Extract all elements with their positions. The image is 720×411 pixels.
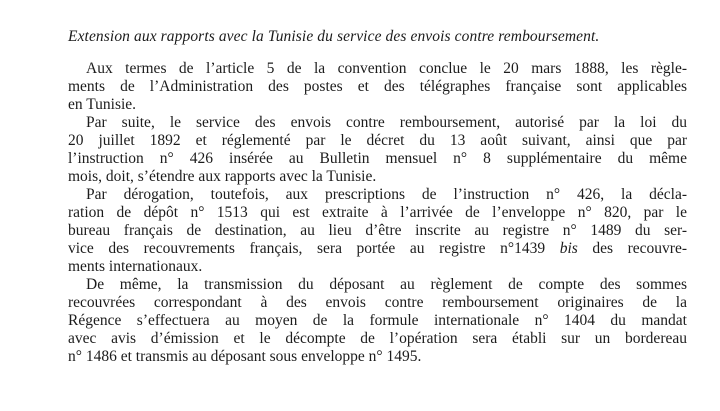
paragraph-4-line-3: Régence s’effectuera au moyen de la formule internationale n° 1404 du mandat: [68, 312, 687, 329]
paragraph-2-line-2: 20 juillet 1892 et réglementé par le décret du 13 août suivant, ainsi que par: [68, 132, 687, 149]
paragraph-3-line-4: vice des recouvrements français, sera portée au registre n°1439 bis des recouvre-: [68, 240, 687, 257]
paragraph-4-line-2: recouvrées correspondant à des envois contre remboursement originaires de la: [68, 294, 687, 311]
section-heading: Extension aux rapports avec la Tunisie du service des envois contre remboursement.: [68, 28, 600, 45]
paragraph-3-line-3: bureau français de destination, au lieu d’être inscrite au registre n° 1489 du ser-: [68, 222, 687, 239]
paragraph-3-line-1: Par dérogation, toutefois, aux prescriptions de l’instruction n° 426, la décla-: [86, 186, 687, 203]
paragraph-2-line-1: Par suite, le service des envois contre remboursement, autorisé par la loi du: [86, 114, 687, 131]
paragraph-2-line-4: mois, doit, s’étendre aux rapports avec la Tunisie.: [68, 168, 377, 185]
paragraph-3-line-5: ments internationaux.: [68, 258, 203, 275]
paragraph-1-line-2: ments de l’Administration des postes et des télégraphes française sont applicables: [68, 78, 687, 95]
paragraph-1-line-3: en Tunisie.: [68, 96, 137, 113]
paragraph-4-line-5: n° 1486 et transmis au déposant sous enveloppe n° 1495.: [68, 348, 422, 365]
paragraph-2-line-3: l’instruction n° 426 insérée au Bulletin mensuel n° 8 supplémentaire du même: [68, 150, 687, 167]
paragraph-4-line-4: avec avis d’émission et le décompte de l’opération sera établi sur un bordereau: [68, 330, 687, 347]
paragraph-3-line-2: ration de dépôt n° 1513 qui est extraite à l’arrivée de l’enveloppe n° 820, par le: [68, 204, 687, 221]
paragraph-4-line-1: De même, la transmission du déposant au règlement de compte des sommes: [86, 276, 687, 293]
paragraph-1-line-1: Aux termes de l’article 5 de la convention conclue le 20 mars 1888, les règle-: [86, 60, 687, 77]
